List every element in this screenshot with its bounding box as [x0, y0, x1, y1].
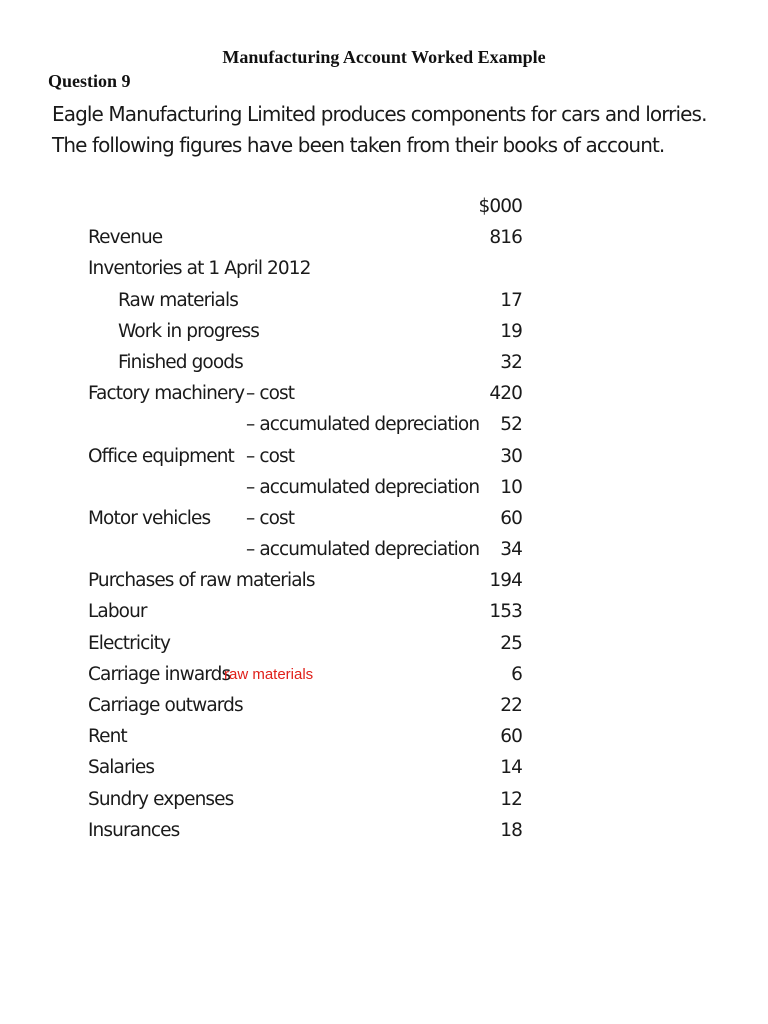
row-value: 420 — [489, 383, 522, 405]
table-row — [88, 285, 528, 316]
row-label: Electricity — [88, 632, 170, 654]
table-row — [88, 503, 528, 534]
row-value: 60 — [500, 507, 522, 529]
currency-header: $000 — [478, 196, 522, 217]
row-sublabel: – cost — [246, 507, 295, 529]
table-row — [88, 784, 528, 815]
row-sublabel: – accumulated depreciation — [246, 476, 480, 498]
accounts-table — [88, 191, 528, 846]
page-title: Manufacturing Account Worked Example — [222, 47, 546, 67]
table-row — [88, 409, 528, 440]
row-value: 19 — [500, 320, 522, 342]
row-label: Inventories at 1 April 2012 — [88, 258, 311, 280]
row-value: 18 — [500, 819, 522, 841]
row-label: Purchases of raw materials — [88, 570, 315, 592]
table-row — [88, 721, 528, 752]
row-label: Carriage outwards — [88, 695, 243, 716]
row-label: Rent — [88, 726, 127, 748]
annotation-note: raw materials — [224, 665, 314, 683]
row-sublabel: – accumulated depreciation — [246, 414, 480, 436]
row-label: Motor vehicles — [88, 507, 211, 529]
row-value: 6 — [511, 663, 522, 685]
row-value: 194 — [489, 570, 522, 592]
row-label: Salaries — [88, 757, 155, 779]
row-value: 22 — [500, 695, 522, 716]
table-row — [88, 347, 528, 378]
row-value: 10 — [500, 476, 522, 498]
row-value: 52 — [500, 414, 522, 436]
table-row — [88, 441, 528, 472]
row-value: 25 — [500, 632, 522, 654]
row-label: Revenue — [88, 227, 163, 249]
row-value: 816 — [489, 227, 522, 249]
row-label: Insurances — [88, 819, 180, 841]
row-label: Carriage inwards — [88, 663, 231, 685]
row-value: 12 — [500, 788, 522, 810]
intro-paragraph: Eagle Manufacturing Limited produces components for cars and lorries. The following figures have been taken from their books of account. — [52, 102, 707, 157]
table-header-row — [88, 191, 528, 222]
row-value: 17 — [500, 289, 522, 311]
row-label: Finished goods — [118, 351, 243, 373]
table-row — [88, 752, 528, 783]
table-row — [88, 253, 528, 284]
table-row — [88, 690, 528, 721]
table-row — [88, 659, 528, 690]
table-row — [88, 222, 528, 253]
row-label: Raw materials — [118, 289, 238, 311]
row-sublabel: – cost — [246, 445, 295, 467]
table-row — [88, 565, 528, 596]
table-row — [88, 316, 528, 347]
row-value: 32 — [500, 351, 522, 373]
row-value: 60 — [500, 726, 522, 748]
table-row — [88, 628, 528, 659]
question-heading: Question 9 — [48, 71, 131, 91]
row-label: Office equipment — [88, 445, 234, 467]
row-value: 30 — [500, 445, 522, 467]
row-sublabel: – cost — [246, 383, 295, 405]
table-row — [88, 815, 528, 846]
row-sublabel: – accumulated depreciation — [246, 539, 480, 561]
table-row — [88, 534, 528, 565]
row-value: 14 — [500, 757, 522, 779]
row-label: Labour — [88, 601, 147, 623]
row-value: 34 — [500, 539, 522, 561]
row-value: 153 — [489, 601, 522, 623]
table-row — [88, 596, 528, 627]
table-row — [88, 378, 528, 409]
row-label: Factory machinery — [88, 383, 245, 405]
row-label: Sundry expenses — [88, 788, 234, 810]
row-label: Work in progress — [118, 320, 259, 342]
table-row — [88, 472, 528, 503]
